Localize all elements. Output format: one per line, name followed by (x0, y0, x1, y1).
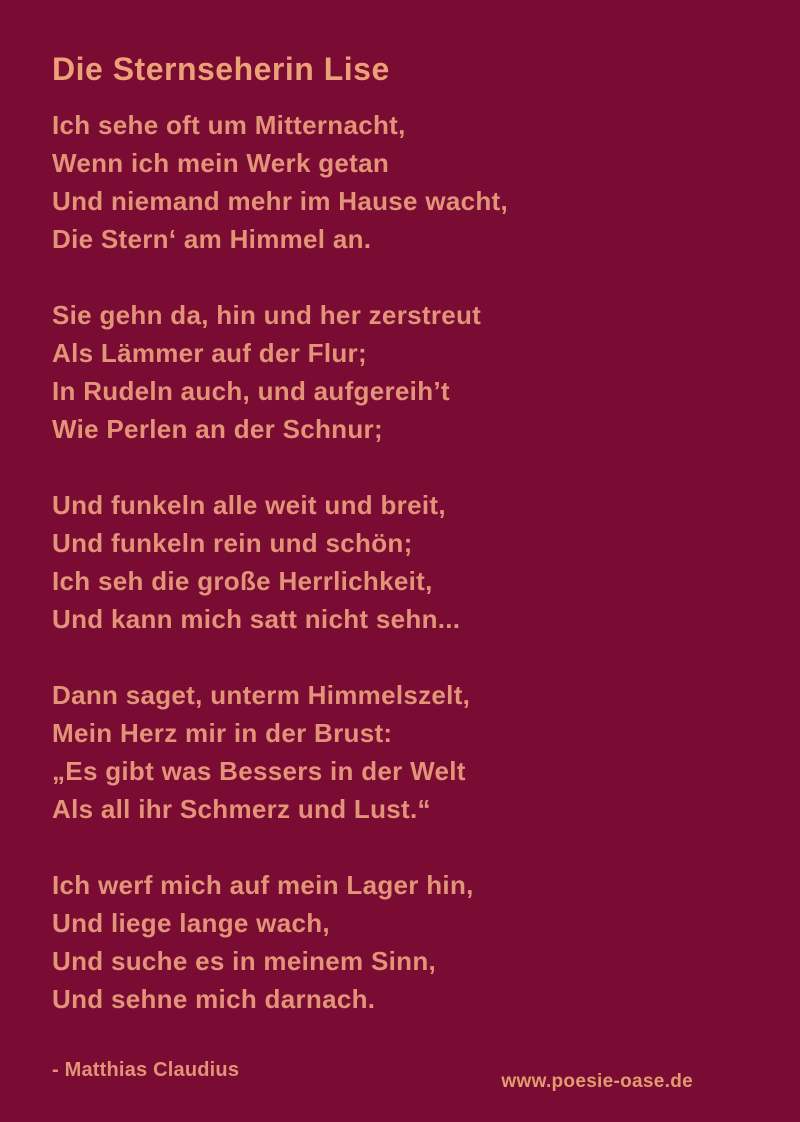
poem-line: „Es gibt was Bessers in der Welt (52, 756, 466, 786)
poem-line: Und sehne mich darnach. (52, 984, 376, 1014)
poem-line: Wenn ich mein Werk getan (52, 148, 390, 178)
poem-stanza-5 (52, 866, 760, 1018)
poem-line: Und suche es in meinem Sinn, (52, 946, 437, 976)
poem-author: - Matthias Claudius (52, 1059, 240, 1081)
poem-line: Und niemand mehr im Hause wacht, (52, 186, 509, 216)
poem-line: Wie Perlen an der Schnur; (52, 414, 383, 444)
poem-line: Und liege lange wach, (52, 908, 330, 938)
poem-line: Und funkeln alle weit und breit, (52, 490, 446, 520)
poem-line: Mein Herz mir in der Brust: (52, 718, 393, 748)
poem-title: Die Sternseherin Lise (52, 51, 390, 87)
poem-line: Und kann mich satt nicht sehn... (52, 604, 461, 634)
poem-line: Sie gehn da, hin und her zerstreut (52, 300, 482, 330)
poem-stanza-3 (52, 486, 760, 638)
poem-line: Ich seh die große Herrlichkeit, (52, 566, 433, 596)
website-watermark: www.poesie-oase.de (501, 1071, 693, 1092)
poem-line: Ich werf mich auf mein Lager hin, (52, 870, 474, 900)
poem-line: In Rudeln auch, und aufgereih’t (52, 376, 450, 406)
poem-line: Und funkeln rein und schön; (52, 528, 413, 558)
poem-line: Die Stern‘ am Himmel an. (52, 224, 372, 254)
poem-stanza-2 (52, 296, 760, 448)
poem-line: Dann saget, unterm Himmelszelt, (52, 680, 471, 710)
poem-stanza-4 (52, 676, 760, 828)
poem-line: Als all ihr Schmerz und Lust.“ (52, 794, 431, 824)
poem-line: Als Lämmer auf der Flur; (52, 338, 367, 368)
poem-line: Ich sehe oft um Mitternacht, (52, 110, 406, 140)
poem-stanza-1 (52, 106, 760, 258)
